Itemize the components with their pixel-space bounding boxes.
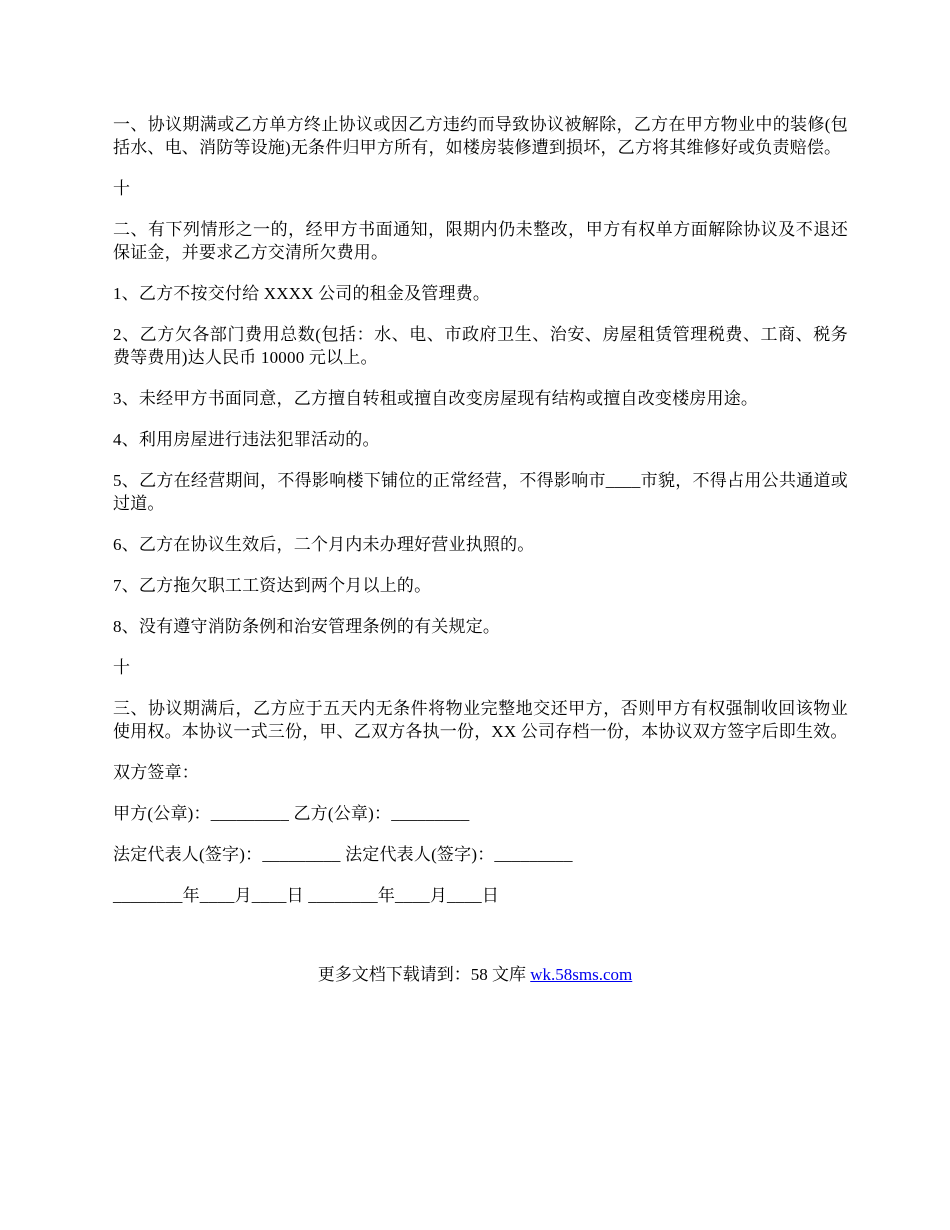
separator-mark: 十 — [113, 658, 131, 677]
footer-text: 更多文档下载请到：58 文库 — [317, 965, 531, 984]
representative-line: 法定代表人(签字)：_________ 法定代表人(签字)：_________ — [113, 845, 573, 864]
list-item-4: 4、利用房屋进行违法犯罪活动的。 — [113, 430, 380, 449]
date-line: ________年____月____日 ________年____月____日 — [113, 886, 500, 905]
list-item-2: 2、乙方欠各部门费用总数(包括：水、电、市政府卫生、治安、房屋租赁管理税费、工商、税务费等费用)达人民币 10000 元以上。 — [113, 325, 848, 367]
list-item-3: 3、未经甲方书面同意，乙方擅自转租或擅自改变房屋现有结构或擅自改变楼房用途。 — [113, 389, 759, 408]
list-item-1: 1、乙方不按交付给 XXXX 公司的租金及管理费。 — [113, 284, 491, 303]
clause-one-paragraph: 一、协议期满或乙方单方终止协议或因乙方违约而导致协议被解除，乙方在甲方物业中的装修(包括水、电、消防等设施)无条件归甲方所有，如楼房装修遭到损坏，乙方将其维修好或负责赔偿。 — [113, 115, 848, 157]
seal-line: 甲方(公章)：_________ 乙方(公章)：_________ — [113, 804, 470, 823]
list-item-8: 8、没有遵守消防条例和治安管理条例的有关规定。 — [113, 617, 501, 636]
separator-mark: 十 — [113, 179, 131, 198]
document-body — [113, 113, 848, 925]
signature-heading: 双方签章： — [113, 763, 199, 782]
footer-link[interactable]: wk.58sms.com — [530, 965, 633, 984]
list-item-7: 7、乙方拖欠职工工资达到两个月以上的。 — [113, 576, 432, 595]
list-item-5: 5、乙方在经营期间，不得影响楼下铺位的正常经营，不得影响市____市貌，不得占用公共通道或过道。 — [113, 471, 848, 513]
clause-two-paragraph: 二、有下列情形之一的，经甲方书面通知，限期内仍未整改，甲方有权单方面解除协议及不退还保证金，并要求乙方交清所欠费用。 — [113, 220, 848, 262]
list-item-6: 6、乙方在协议生效后，二个月内未办理好营业执照的。 — [113, 535, 535, 554]
footer — [0, 963, 950, 986]
clause-three-paragraph: 三、协议期满后，乙方应于五天内无条件将物业完整地交还甲方，否则甲方有权强制收回该物业使用权。本协议一式三份，甲、乙双方各执一份，XX 公司存档一份，本协议双方签字后即生效。 — [113, 699, 848, 741]
